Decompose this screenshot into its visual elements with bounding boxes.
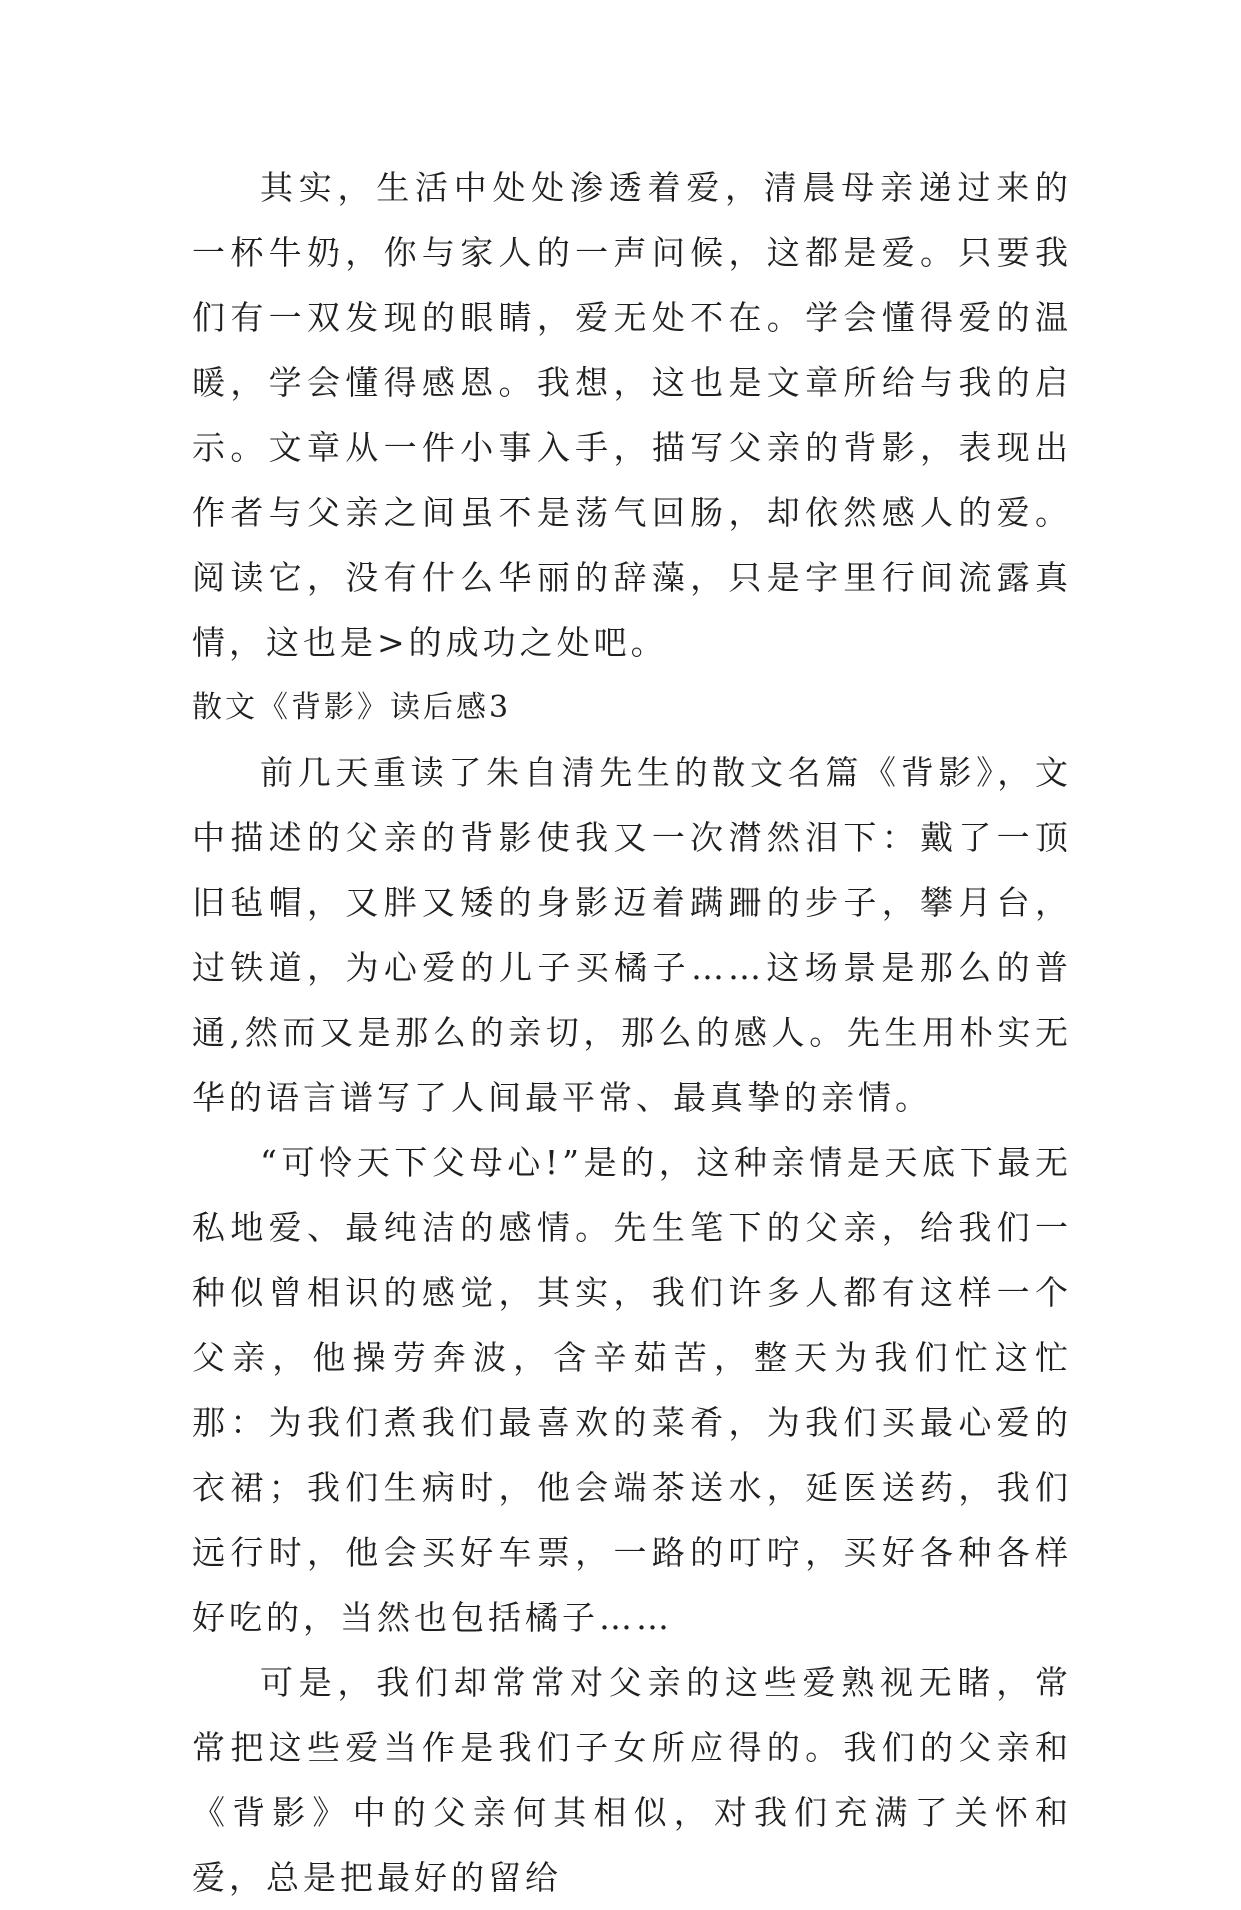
paragraph-4: 可是，我们却常常对父亲的这些爱熟视无睹，常常把这些爱当作是我们子女所应得的。我们的父亲和《背影》中的父亲何其相似，对我们充满了关怀和爱，总是把最好的留给 xyxy=(192,1663,1072,1897)
paragraph-1: 其实，生活中处处渗透着爱，清晨母亲递过来的一杯牛奶，你与家人的一声问候，这都是爱。只要我们有一双发现的眼睛，爱无处不在。学会懂得爱的温暖，学会懂得感恩。我想，这也是文章所给与我的启示。文章从一件小事入手，描写父亲的背影，表现出作者与父亲之间虽不是荡气回肠，却依然感人的爱。阅读它，没有什么华丽的辞藻，只是字里行间流露真情，这也是>的成功之处吧。 xyxy=(192,168,1072,662)
paragraph-3: “可怜天下父母心!”是的，这种亲情是天底下最无私地爱、最纯洁的感情。先生笔下的父亲，给我们一种似曾相识的感觉，其实，我们许多人都有这样一个父亲，他操劳奔波，含辛茹苦，整天为我们忙这忙那：为我们煮我们最喜欢的菜肴，为我们买最心爱的衣裙；我们生病时，他会端茶送水，延医送药，我们远行时，他会买好车票，一路的叮咛，买好各种各样好吃的，当然也包括橘子…… xyxy=(192,1143,1072,1637)
paragraph-2: 前几天重读了朱自清先生的散文名篇《背影》，文中描述的父亲的背影使我又一次潸然泪下：戴了一顶旧毡帽，又胖又矮的身影迈着蹒跚的步子，攀月台，过铁道，为心爱的儿子买橘子……这场景是那么的普通,然而又是那么的亲切，那么的感人。先生用朴实无华的语言谱写了人间最平常、最真挚的亲情。 xyxy=(192,753,1072,1117)
section-title: 散文《背影》读后感3 xyxy=(192,690,512,725)
document-body xyxy=(192,155,1072,1910)
